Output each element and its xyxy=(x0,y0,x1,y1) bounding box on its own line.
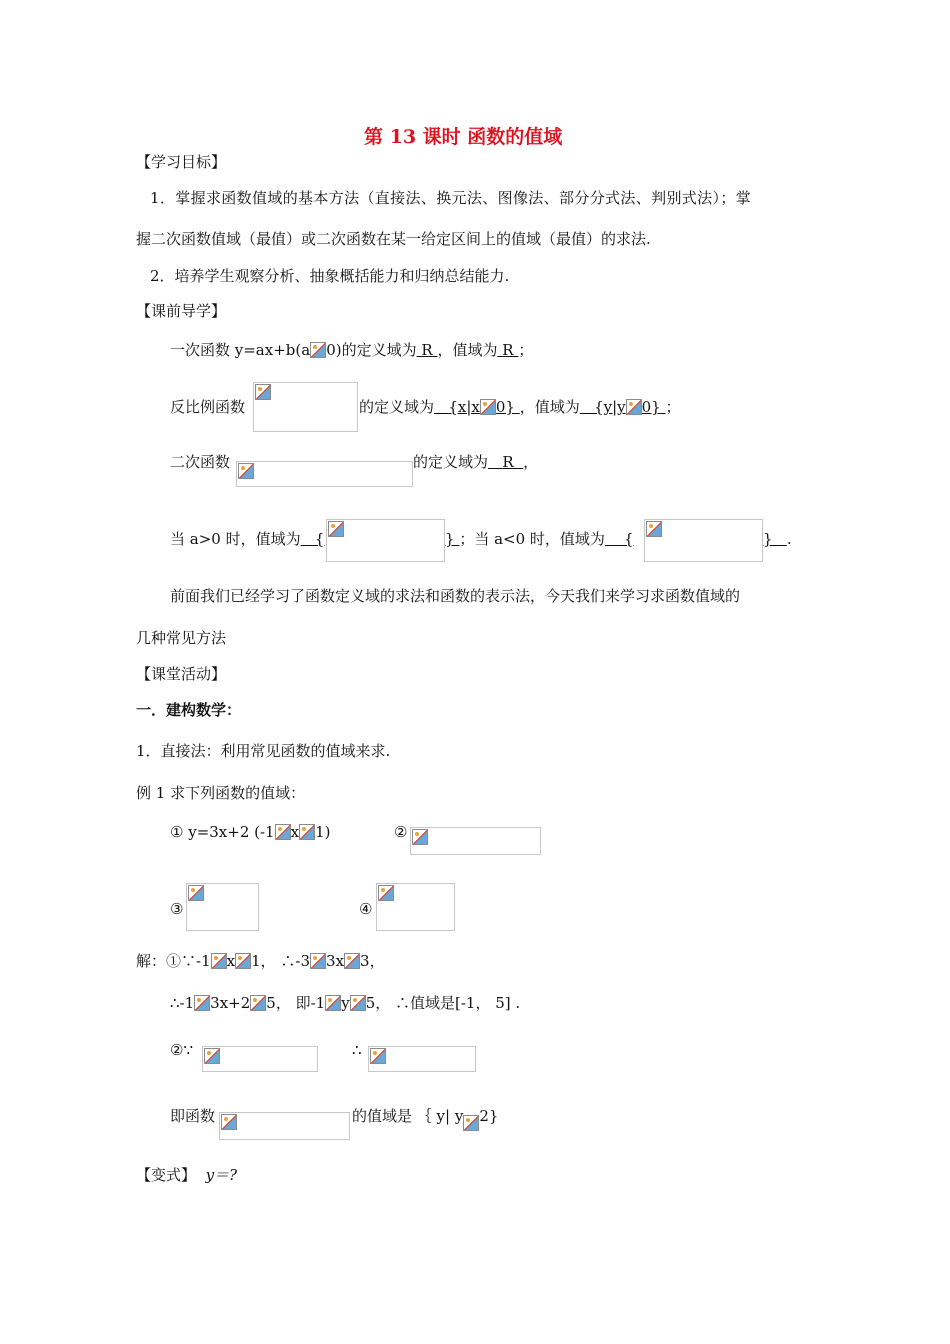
question-4-image xyxy=(376,883,455,931)
broken-image-icon xyxy=(344,953,360,969)
broken-image-icon xyxy=(194,995,210,1011)
range-a-positive-image xyxy=(326,519,445,562)
broken-image-icon xyxy=(480,399,496,415)
case-b-label: } ；当 a<0 时，值域为 { xyxy=(445,530,634,548)
broken-image-icon xyxy=(378,885,394,901)
linear-function-line xyxy=(170,340,533,360)
intro-line-1: 前面我们已经学习了函数定义域的求法和函数的表示法，今天我们来学习求函数值域的 xyxy=(170,587,741,605)
activity-heading: 一．建构数学： xyxy=(136,701,242,719)
question-3-image xyxy=(186,883,259,931)
broken-image-icon xyxy=(299,824,315,840)
inverse-formula-image xyxy=(253,382,358,432)
goal-1-line-1: 1．掌握求函数值域的基本方法（直接法、换元法、图像法、部分分式法、判别式法）；掌 xyxy=(150,189,752,207)
broken-image-icon xyxy=(646,521,662,537)
linear-text-a: 一次函数 y=ax+b(a xyxy=(170,341,311,359)
section-variant: 【变式】 xyxy=(136,1166,197,1184)
section-goals: 【学习目标】 xyxy=(136,153,227,171)
broken-image-icon xyxy=(370,1048,386,1064)
broken-image-icon xyxy=(211,953,227,969)
solution-2-because-image xyxy=(202,1046,318,1072)
quadratic-rest xyxy=(413,452,538,472)
broken-image-icon xyxy=(328,521,344,537)
linear-text-d: ； xyxy=(518,341,534,359)
broken-image-icon xyxy=(275,824,291,840)
broken-image-icon xyxy=(325,995,341,1011)
broken-image-icon xyxy=(310,342,326,358)
broken-image-icon xyxy=(235,953,251,969)
solution-line-4-rest: 的值域是 ｛ y| y 2} xyxy=(352,1106,498,1131)
broken-image-icon xyxy=(626,399,642,415)
intro-line-2: 几种常见方法 xyxy=(136,629,227,647)
section-preview: 【课前导学】 xyxy=(136,302,227,320)
broken-image-icon xyxy=(350,995,366,1011)
broken-image-icon xyxy=(188,885,204,901)
solution-line-2: ∴-1 3x+2 5， 即-1 y 5， ∴值域是[-1， 5] . xyxy=(170,994,521,1012)
question-1: ① y=3x+2 (-1 x 1) xyxy=(170,823,331,841)
quadratic-label: 二次函数 xyxy=(170,453,231,471)
method-1: 1．直接法：利用常见函数的值域来求. xyxy=(136,742,391,760)
example-1: 例 1 求下列函数的值域： xyxy=(136,784,306,802)
page-title: 第 13 课时 函数的值域 xyxy=(364,126,563,148)
linear-range-answer: R xyxy=(502,341,514,359)
question-4-label: ④ xyxy=(359,900,373,918)
solution-line-1: 解：①∵-1 x 1， ∴-3 3x 3， xyxy=(136,952,385,970)
quadratic-text-b: 的定义域为 xyxy=(413,453,489,471)
goal-1-line-2: 握二次函数值域（最值）或二次函数在某一给定区间上的值域（最值）的求法. xyxy=(136,230,651,248)
quadratic-domain-answer: R xyxy=(502,453,514,471)
broken-image-icon xyxy=(221,1114,237,1130)
goal-2: 2．培养学生观察分析、抽象概括能力和归纳总结能力. xyxy=(150,267,510,285)
inverse-text-d: ； xyxy=(665,398,681,416)
broken-image-icon xyxy=(250,995,266,1011)
inverse-label: 反比例函数 xyxy=(170,398,246,416)
inverse-text-c: ，值域为 xyxy=(519,398,580,416)
inverse-function-rest xyxy=(359,397,681,417)
solution-2-function-image xyxy=(219,1112,350,1140)
question-2-image xyxy=(410,827,541,855)
variant-text: y＝? xyxy=(205,1166,238,1184)
quadratic-formula-image xyxy=(236,461,413,487)
solution-2-therefore-image xyxy=(368,1046,476,1072)
linear-text-b: 0)的定义域为 xyxy=(326,341,417,359)
range-a-negative-image xyxy=(644,519,763,562)
broken-image-icon xyxy=(238,463,254,479)
solution-line-3-because: ②∵ xyxy=(170,1041,193,1059)
variant-line xyxy=(136,1165,237,1185)
section-activity: 【课堂活动】 xyxy=(136,665,227,683)
broken-image-icon xyxy=(310,953,326,969)
question-2-label: ② xyxy=(394,823,408,841)
linear-domain-answer: R xyxy=(421,341,433,359)
broken-image-icon xyxy=(412,829,428,845)
broken-image-icon xyxy=(255,384,271,400)
solution-line-4-label: 即函数 xyxy=(170,1107,216,1125)
broken-image-icon xyxy=(204,1048,220,1064)
case-a-label: 当 a>0 时，值域为 { xyxy=(170,530,325,548)
inverse-range-answer: {y|y 0} xyxy=(594,398,661,416)
solution-line-3-therefore: ∴ xyxy=(352,1041,362,1059)
linear-text-c: ，值域为 xyxy=(437,341,498,359)
inverse-text-b: 的定义域为 xyxy=(359,398,435,416)
broken-image-icon xyxy=(463,1115,479,1131)
question-3-label: ③ xyxy=(170,900,184,918)
quadratic-text-c: ， xyxy=(523,453,539,471)
case-end: } . xyxy=(763,530,792,548)
inverse-domain-answer: {x|x 0} xyxy=(448,398,515,416)
